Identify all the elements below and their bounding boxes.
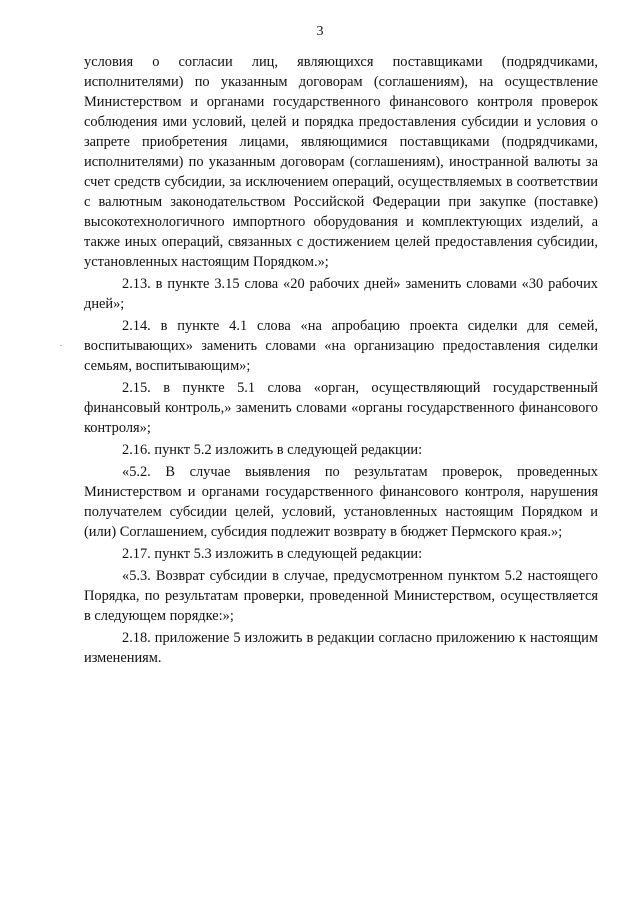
paragraph-2-15: 2.15. в пункте 5.1 слова «орган, осуществляющий государственный финансовый контроль,» заменить словами «органы государственного финансового контроля»; [84, 380, 598, 436]
paragraph-5-3-text: «5.3. Возврат субсидии в случае, предусмотренном пунктом 5.2 настоящего Порядка, по результатам проверки, проведенной Министерством, осуществляется в следующем порядке:»; [84, 568, 598, 624]
paragraph-2-17: 2.17. пункт 5.3 изложить в следующей редакции: [122, 546, 423, 562]
paragraph-2-13: 2.13. в пункте 3.15 слова «20 рабочих дней» заменить словами «30 рабочих дней»; [84, 276, 598, 312]
paragraph-2-14: 2.14. в пункте 4.1 слова «на апробацию проекта сиделки для семей, воспитывающих» заменить словами «на организацию предоставления сиделки семьям, воспитывающим»; [84, 318, 598, 374]
paragraph-2-16: 2.16. пункт 5.2 изложить в следующей редакции: [122, 442, 423, 458]
paragraph-conditions-clause: условия о согласии лиц, являющихся поставщиками (подрядчиками, исполнителями) по указанным договорам (соглашениям), на осуществление Министерством и органами государственного финансового контроля проверок соблюдения ими условий, целей и порядка предоставления субсидии и условия о запрете приобретения лицами, являющимися поставщиками (подрядчиками, исполнителями) по указанным договорам (соглашениям), иностранной валюты за счет средств субсидии, за исключением операций, осуществляемых в соответствии с валютным законодательством Российской Федерации при закупке (поставке) высокотехнологичного импортного оборудования и комплектующих изделий, а также иных операций, связанных с достижением целей предоставления субсидии, установленных настоящим Порядком.»; [84, 54, 598, 270]
document-body [84, 52, 598, 670]
margin-mark [60, 345, 62, 346]
paragraph-5-2-text: «5.2. В случае выявления по результатам проверок, проведенных Министерством и органами государственного финансового контроля, нарушения получателем субсидии целей, условий, установленных настоящим Порядком и (или) Соглашением, субсидия подлежит возврату в бюджет Пермского края.»; [84, 464, 598, 540]
paragraph-2-18: 2.18. приложение 5 изложить в редакции согласно приложению к настоящим изменениям. [84, 630, 598, 666]
page-number: 3 [316, 24, 324, 39]
